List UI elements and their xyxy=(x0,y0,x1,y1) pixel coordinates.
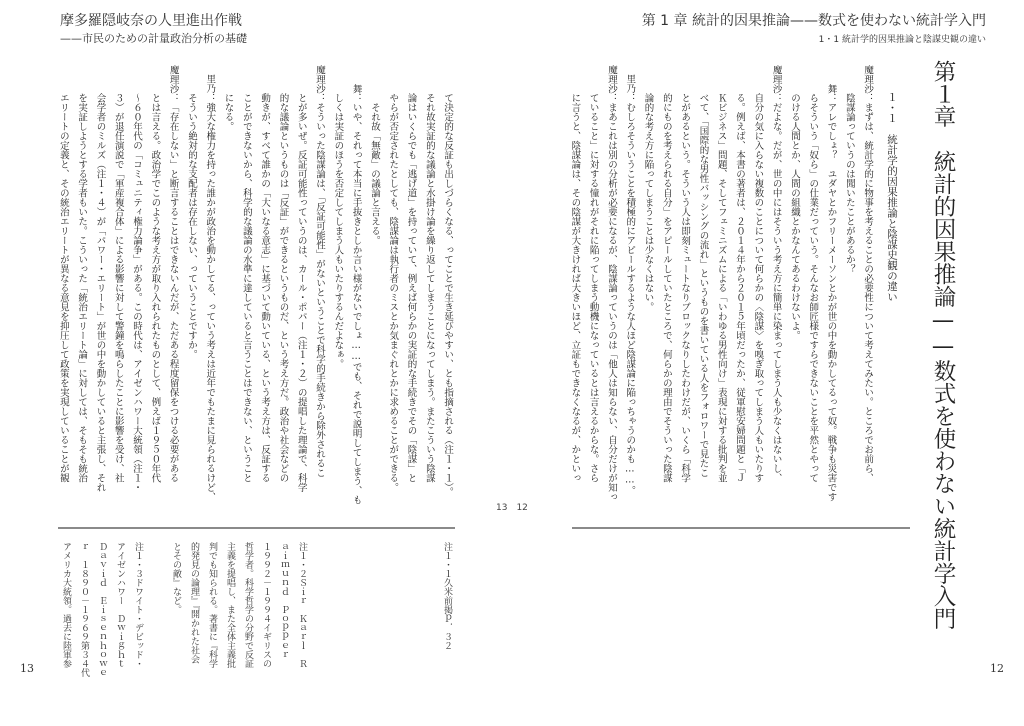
text-line: ：まあこれは別の分析が必要になるが、陰謀論っていうのは「他人は知らない、自分だけが知っ xyxy=(605,93,617,502)
footnote-line: アメリカ大統領。過去に陸軍参 xyxy=(61,542,71,668)
running-header-section-title: 1・1 統計学的因果推論と陰謀史観の違い xyxy=(818,35,986,45)
text-column xyxy=(858,64,876,525)
text-column xyxy=(657,93,675,525)
text-column xyxy=(438,93,456,525)
text-column xyxy=(675,93,693,525)
right-page-number: 12 xyxy=(990,662,1004,675)
footnote-line: とその敵』など。 xyxy=(171,542,181,614)
speaker-name: 里乃 xyxy=(624,74,636,93)
text-line: やらが否定されたとしても、陰謀論は執行者のミスとか気まぐれとかに求めることができる。 xyxy=(387,93,399,492)
footnote-line: Ｄａｖｉｄ Ｅｉｓｅｎｈｏｗｅ xyxy=(97,542,107,677)
text-column xyxy=(748,93,766,525)
footnote-line: アイゼンハワー Ｄｗｉｇｈｔ xyxy=(115,542,125,668)
text-column xyxy=(218,93,236,525)
text-line: ：そういった陰謀論は、「反証可能性」がないということで科学的手続きから除外されるこ xyxy=(314,93,326,478)
text-column xyxy=(90,93,108,525)
text-line: ：アレでしょ？ ユダヤとかフリーメーソンとかが世の中を動かしてるって奴。戦争も災害です xyxy=(825,93,837,502)
text-column xyxy=(72,93,90,525)
text-column xyxy=(145,93,163,525)
speaker-name: 魔理沙 xyxy=(862,64,874,93)
text-column xyxy=(291,93,309,525)
running-header-book-subtitle: ——市民のための計量政治分析の基礎 xyxy=(60,32,247,45)
text-column xyxy=(766,64,784,525)
right-page-footnote-divider xyxy=(572,527,910,529)
text-column xyxy=(602,64,620,525)
text-column xyxy=(803,93,821,525)
running-header-chapter-title: 第 1 章 統計的因果推論——数式を使わない統計学入門 xyxy=(641,13,986,29)
text-line: 動きが、すべて誰かの「大いなる意志」に基づいて動いている、という考え方は、反証する xyxy=(259,93,271,483)
text-line: 陰謀論っていうのは聞いたことがあるか？ xyxy=(843,93,855,274)
left-page-footnote-divider xyxy=(58,527,455,529)
text-column xyxy=(711,93,729,525)
text-line: て決定的な反証も出しづらくなる、ってことで生き延びやすい、とも指摘される（注１・１）。 xyxy=(442,93,454,497)
text-line: ていること」に対する憧れがそれに陥ってしまう動機になっているとは言えるからな。さら xyxy=(587,93,599,483)
text-line: 論的な考え方に陥ってしまうことは少なくはない。 xyxy=(642,93,654,312)
text-line: それ故実証的な議論と水掛け論を繰り返してしまうことになってしまう。またこういう陰謀 xyxy=(423,93,435,483)
text-column xyxy=(182,93,200,525)
text-column xyxy=(328,93,346,525)
footnote-line: 注１・２Ｓｉｒ Ｋａｒｌ Ｒ xyxy=(297,542,307,668)
text-column xyxy=(273,93,291,525)
text-line: を実証しようとする学者もいた。こういった「統治エリート論」に対しては、そもそも統治 xyxy=(76,93,88,483)
text-line: ：むしろそういうことを積極的にアピールするような人ほど陰謀論に陥っちゃうのかも……。 xyxy=(624,93,636,495)
text-line: になる。 xyxy=(222,93,234,131)
text-line: とは言える。政治学でこのような考え方が取り入れられたものとして、例えば１９５０年代 xyxy=(149,93,161,483)
text-line: 的にものを考えられる自分」をアピールしていたところで、何らかの理由でそういった陰謀 xyxy=(660,93,672,483)
speaker-name: 魔理沙 xyxy=(605,64,617,93)
text-line: ：いや、それって本当に手抜きとしか言い様がないでしょ……でも、それで説明してしまう、も xyxy=(350,93,362,505)
text-line: 論はいくらでも「逃げ道」を持っていて、例えば何らかの実証的な手続きでその「陰謀」と xyxy=(405,93,417,483)
text-line: 自分の気に入らない複数のことについて何らかの〈陰謀〉を嗅ぎ取ってしまう人もいたりす xyxy=(752,93,764,483)
text-line: に言うと、陰謀論は、その陰謀が大きければ大きいほど、立証もできなくなるが、かといっ xyxy=(569,93,581,483)
text-column xyxy=(730,93,748,525)
text-column xyxy=(237,93,255,525)
text-column xyxy=(420,93,438,525)
text-line: らそういう「奴ら」の仕業だっていう。そんなお師匠様ですらできないことを平然とやって xyxy=(807,93,819,483)
text-column xyxy=(583,93,601,525)
footnote-line: ｒ １８９０－１９６９第３４代 xyxy=(79,542,89,677)
text-column xyxy=(821,83,839,525)
footnote-line: ａｉｍｕｎｄ Ｐｏｐｐｅｒ xyxy=(279,542,289,659)
text-line: とが多いぜ。反証可能性っていうのは、カール・ポパー（注１・２）の提唱した理論で、科学 xyxy=(295,93,307,492)
text-column xyxy=(693,93,711,525)
footnote-line: 哲学者。科学哲学の分野で反証 xyxy=(243,542,253,668)
section-heading: １・１ 統計学的因果推論と陰謀史観の違い xyxy=(886,92,898,302)
spread-page-numbers: 13 12 xyxy=(496,503,528,513)
speaker-name: 里乃 xyxy=(204,74,216,93)
text-column xyxy=(346,83,364,525)
text-line: ：「存在しない」と断言することはできないんだが、ただある程度留保をつける必要がある xyxy=(167,93,179,483)
text-column xyxy=(310,64,328,525)
text-column xyxy=(127,93,145,525)
text-column xyxy=(200,74,218,525)
text-line: ことができないから、科学的な議論の水準に達していると言うことはできない、ということ xyxy=(240,93,252,483)
text-line: エリートの定義と、その統治エリートが異なる意見を抑圧して政策を実現していることが観 xyxy=(57,93,69,483)
footnote-line: 的発見の論理』『開かれた社会 xyxy=(189,542,199,664)
text-column xyxy=(383,93,401,525)
text-line: 的な議論というものは「反証」ができるというものだ、という考え方だ。政治や社会などの xyxy=(277,93,289,483)
text-line: しくは実証のほうを否定してしまう人もいたりするんだよなぁ。 xyxy=(332,93,344,369)
speaker-name: 魔理沙 xyxy=(770,64,782,93)
speaker-name: 魔理沙 xyxy=(314,64,326,93)
text-column xyxy=(54,93,72,525)
text-line: とがあるという。そういう人は即刻ミュートなりブロックなりしたわけだが、いくら「科学 xyxy=(679,93,691,483)
text-column xyxy=(638,93,656,525)
text-column xyxy=(163,64,181,525)
text-line: そういう絶対的な支配者は存在しない、っていうことですか。 xyxy=(185,93,197,359)
text-line: 会学者のミルズ（注１・４）が「パワー・エリート」が世の中を動かしていると主張し、それ xyxy=(94,93,106,492)
footnote-line: 注１・１久米前掲ｐ．３２ xyxy=(442,542,452,650)
text-line: ：強大な権力を持った誰かが政治を動かしてる、っていう考えは近年でもたまに見られるけど、 xyxy=(204,93,216,502)
running-header-book-title: 摩多羅隠岐奈の人里進出作戦 xyxy=(60,13,242,29)
text-column xyxy=(108,93,126,525)
chapter-title: 第１章 統計的因果推論——数式を使わない統計学入門 xyxy=(930,60,956,630)
speaker-name: 舞 xyxy=(350,83,362,93)
text-line: ：だよな。だが、世の中にはそういう考え方に簡単に染まってしまう人も少なくはないし、 xyxy=(770,93,782,483)
text-column xyxy=(565,93,583,525)
text-line: それ故「無敵」の議論と言える。 xyxy=(368,93,380,245)
text-column xyxy=(840,93,858,525)
footnote-line: 注１・３ドワイト・デビッド・ xyxy=(133,542,143,668)
left-page-number: 13 xyxy=(20,662,34,675)
footnote-line: 判でも知られる。著書に『科学 xyxy=(207,542,217,668)
footnote-line: 主義を提唱し、また全体主義批 xyxy=(225,542,235,668)
text-line: ～６０年代の「コミュニティ権力論争」がある。この時代は、アイゼンハワー大統領（注１・ xyxy=(131,93,143,492)
text-column xyxy=(365,93,383,525)
text-line: Ｋビジネス」問題、そしてフェミニズムによる「いわゆる男性向け」表現に対する批判を並 xyxy=(715,93,727,483)
speaker-name: 舞 xyxy=(825,83,837,93)
text-line: のける人間とか、人間の組織とかなんてあるわけないよ。 xyxy=(788,93,800,340)
speaker-name: 魔理沙 xyxy=(167,64,179,93)
text-line: ：まずは、統計学的に物事を考えることの必要性について考えてみたい。ところでお前ら、 xyxy=(862,93,874,483)
text-column xyxy=(255,93,273,525)
text-line: る。例えば、本書の著者は、２０１４年から２０１５年頃だったか、従軍慰安婦問題と「Ｊ xyxy=(734,93,746,483)
footnote-line: １９９２－１９９４イギリスの xyxy=(261,542,271,668)
text-line: べて、「国際的な男性バッシングの流れ」というものを書いている人をフォロワーで見たこ xyxy=(697,93,709,478)
text-line: ３）が退任演説で「軍産複合体」による影響に対して警鐘を鳴らしたことに影響を受け、社 xyxy=(112,93,124,483)
text-column xyxy=(401,93,419,525)
text-column xyxy=(620,74,638,525)
text-column xyxy=(785,93,803,525)
